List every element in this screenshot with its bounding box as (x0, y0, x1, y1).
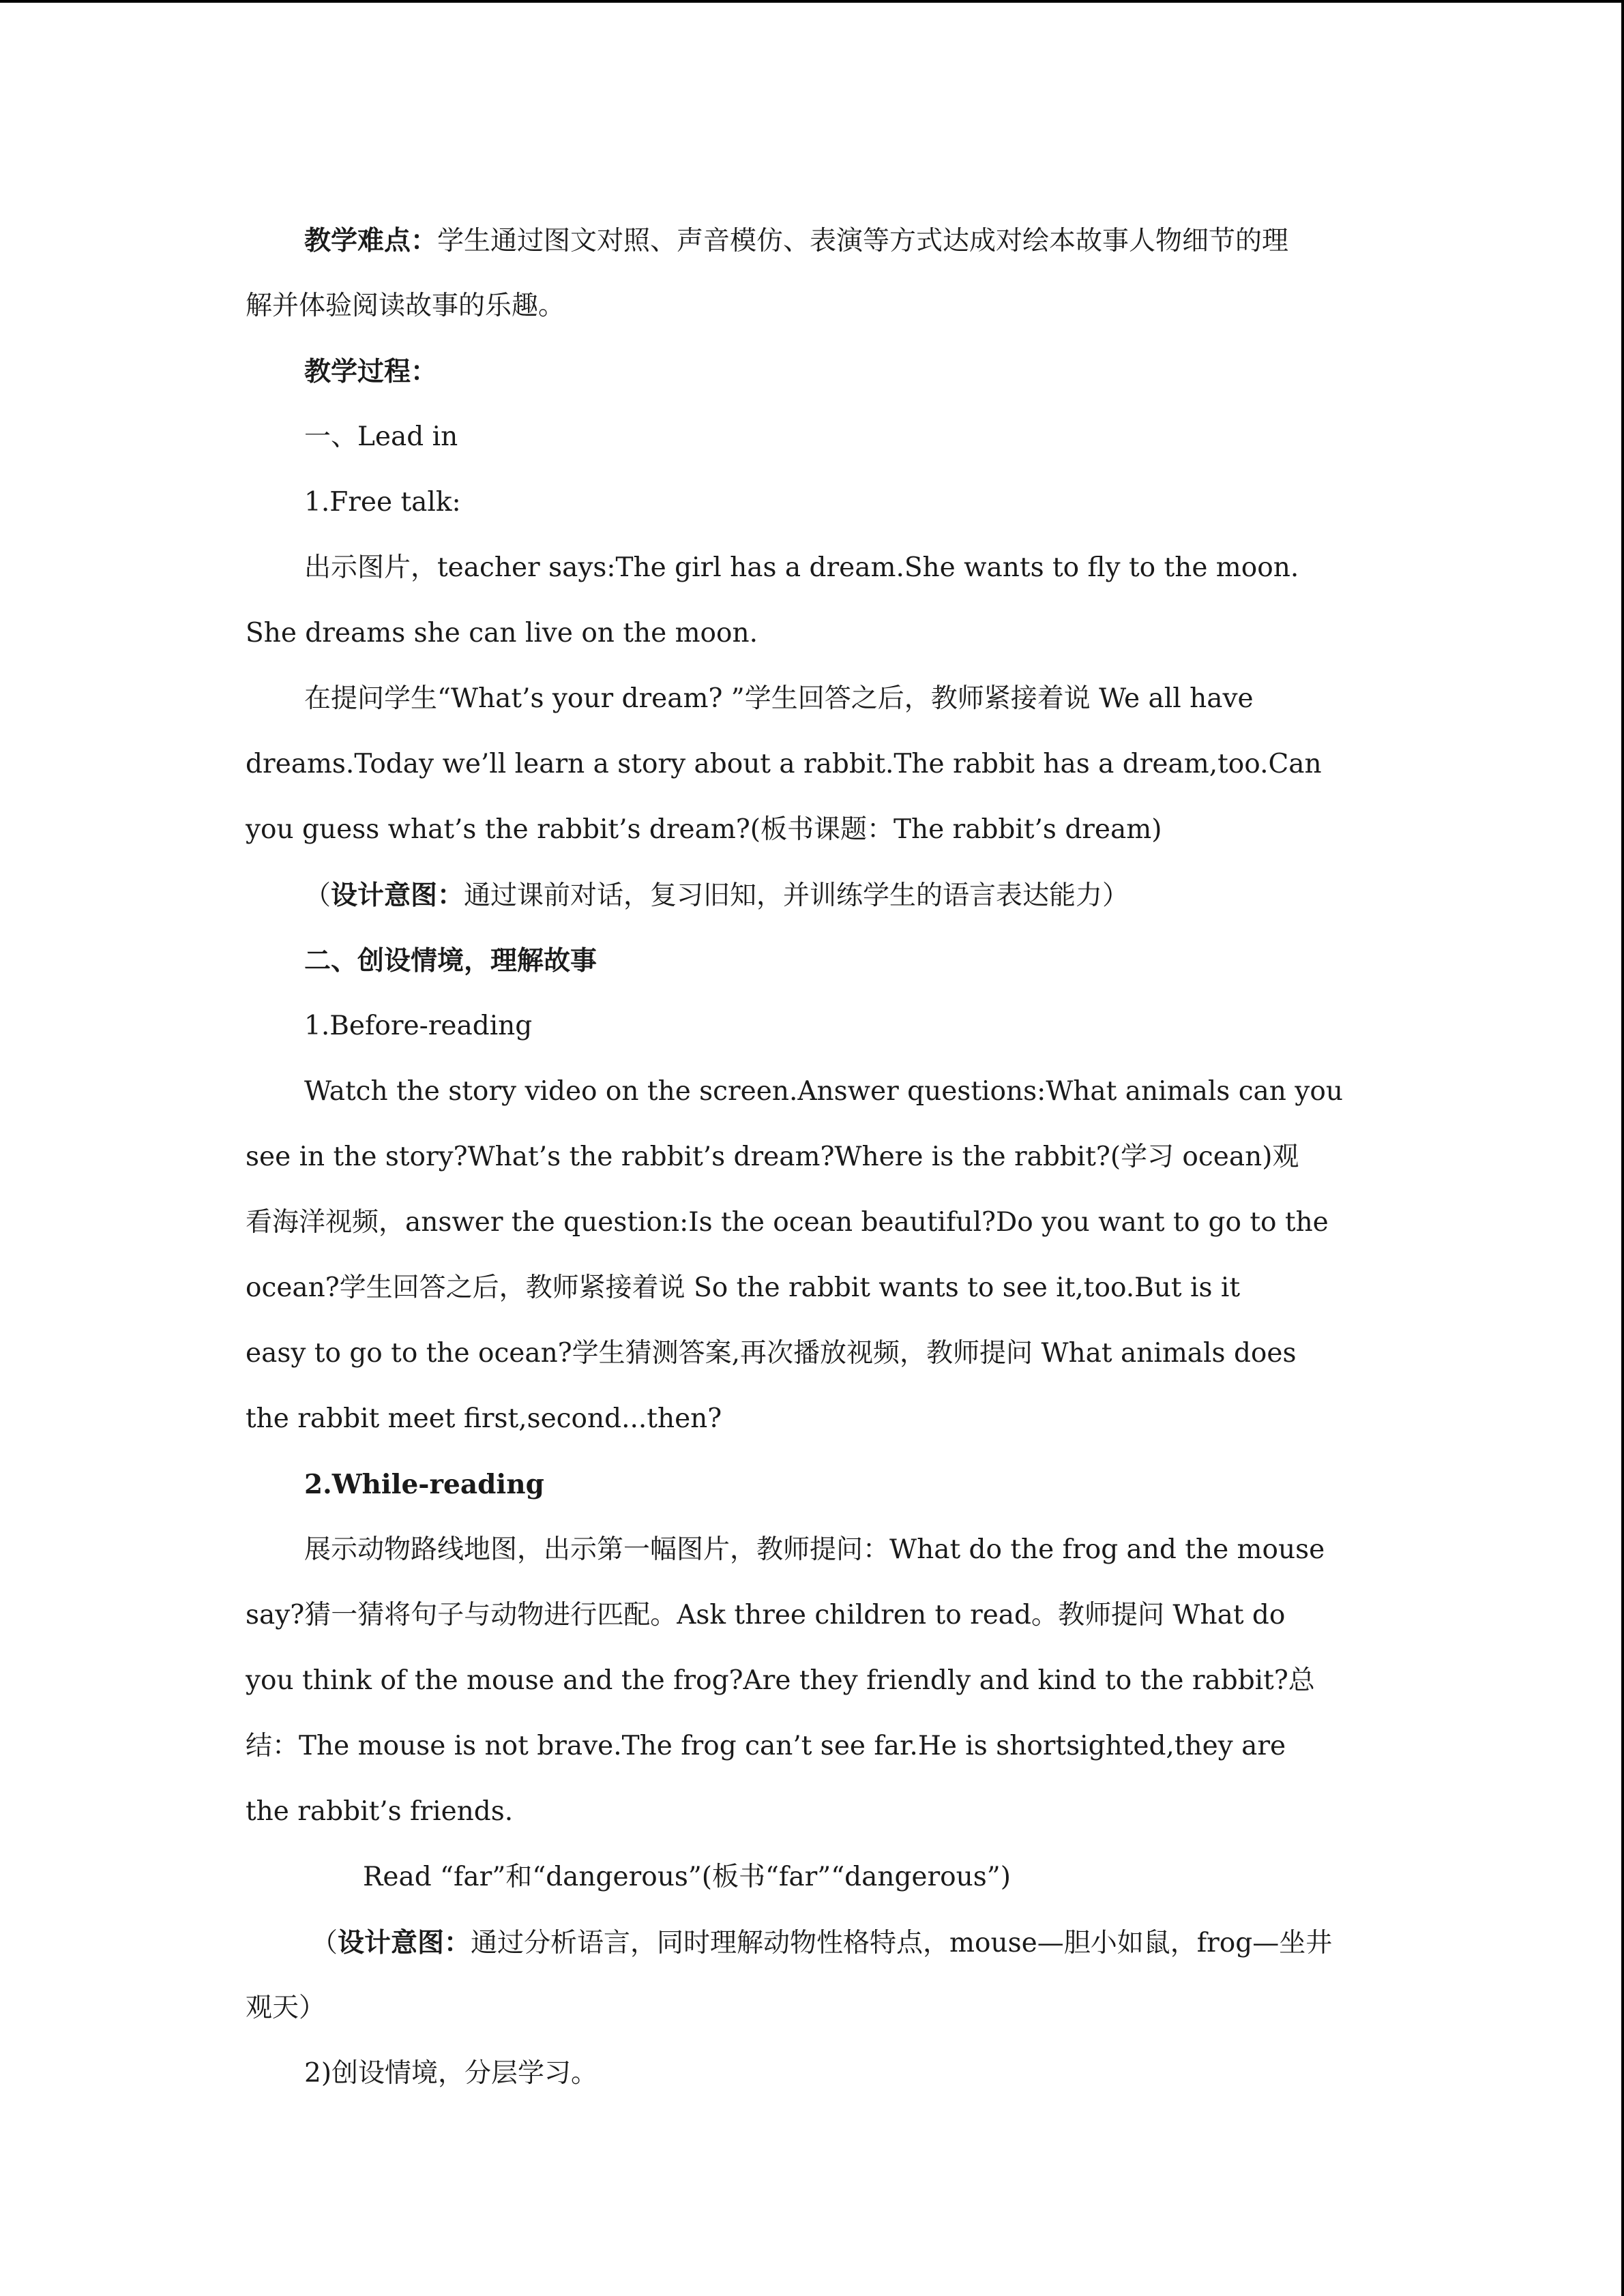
paragraph-line: dreams.Today we’ll learn a story about a rabbit.The rabbit has a dream,too.Can (246, 749, 1322, 779)
while-reading-heading: 2.While-reading (304, 1469, 544, 1500)
paragraph-line: 结：The mouse is not brave.The frog can’t see far.He is shortsighted,they are (246, 1731, 1286, 1761)
paragraph-line: 看海洋视频，answer the question:Is the ocean beautiful?Do you want to go to the (246, 1207, 1329, 1238)
difficulty-line-1 (246, 208, 1378, 273)
paragraph-line: say?猜一猜将句子与动物进行匹配。Ask three children to read。教师提问 What do (246, 1600, 1286, 1630)
paragraph-line: She dreams she can live on the moon. (246, 618, 758, 648)
document-body (246, 208, 1378, 2106)
free-talk-heading: 1.Free talk: (304, 487, 461, 518)
page-top-border (0, 0, 1624, 3)
paragraph-line: 出示图片，teacher says:The girl has a dream.She wants to fly to the moon. (304, 552, 1299, 583)
paragraph-line: ocean?学生回答之后，教师紧接着说 So the rabbit wants to see it,too.But is it (246, 1272, 1241, 1303)
section-two-heading: 二、创设情境，理解故事 (304, 945, 597, 976)
paragraph-line: 在提问学生“What’s your dream? ”学生回答之后，教师紧接着说 We all have (304, 683, 1254, 714)
design-intent-label: 设计意图： (331, 880, 464, 911)
difficulty-line-2: 解并体验阅读故事的乐趣。 (246, 290, 565, 321)
difficulty-heading: 教学难点： (304, 225, 438, 256)
section-one-heading: 一、Lead in (304, 421, 458, 452)
paragraph-line: Watch the story video on the screen.Answer questions:What animals can you (304, 1076, 1343, 1107)
paragraph-line: you think of the mouse and the frog?Are they friendly and kind to the rabbit?总 (246, 1665, 1315, 1696)
paragraph-line: 展示动物路线地图，出示第一幅图片，教师提问：What do the frog and the mouse (304, 1534, 1325, 1565)
design-intent-2: （设计意图：通过分析语言，同时理解动物性格特点，mouse—胆小如鼠，frog—坐井 (311, 1927, 1333, 1958)
paragraph-line: see in the story?What’s the rabbit’s dream?Where is the rabbit?(学习 ocean)观 (246, 1142, 1299, 1172)
design-intent-label: 设计意图： (338, 1927, 471, 1958)
read-words-line: Read “far”和“dangerous”(板书“far”“dangerous”) (363, 1862, 1011, 1892)
before-reading-heading: 1.Before-reading (304, 1011, 533, 1041)
sub-step-heading: 2)创设情境，分层学习。 (304, 2058, 598, 2089)
design-intent-1: （设计意图：通过课前对话，复习旧知，并训练学生的语言表达能力） (304, 880, 1130, 911)
paragraph-line: the rabbit’s friends. (246, 1796, 514, 1827)
paragraph-line: easy to go to the ocean?学生猜测答案,再次播放视频，教师提问 What animals does (246, 1338, 1297, 1369)
paragraph-line: you guess what’s the rabbit’s dream?(板书课题：The rabbit’s dream) (246, 814, 1162, 845)
process-heading: 教学过程： (304, 356, 438, 387)
difficulty-text: 学生通过图文对照、声音模仿、表演等方式达成对绘本故事人物细节的理 (437, 226, 1289, 256)
page-right-border (1621, 0, 1624, 2296)
paragraph-line: the rabbit meet first,second...then? (246, 1403, 722, 1434)
paragraph-line: 观天） (246, 1993, 326, 2023)
